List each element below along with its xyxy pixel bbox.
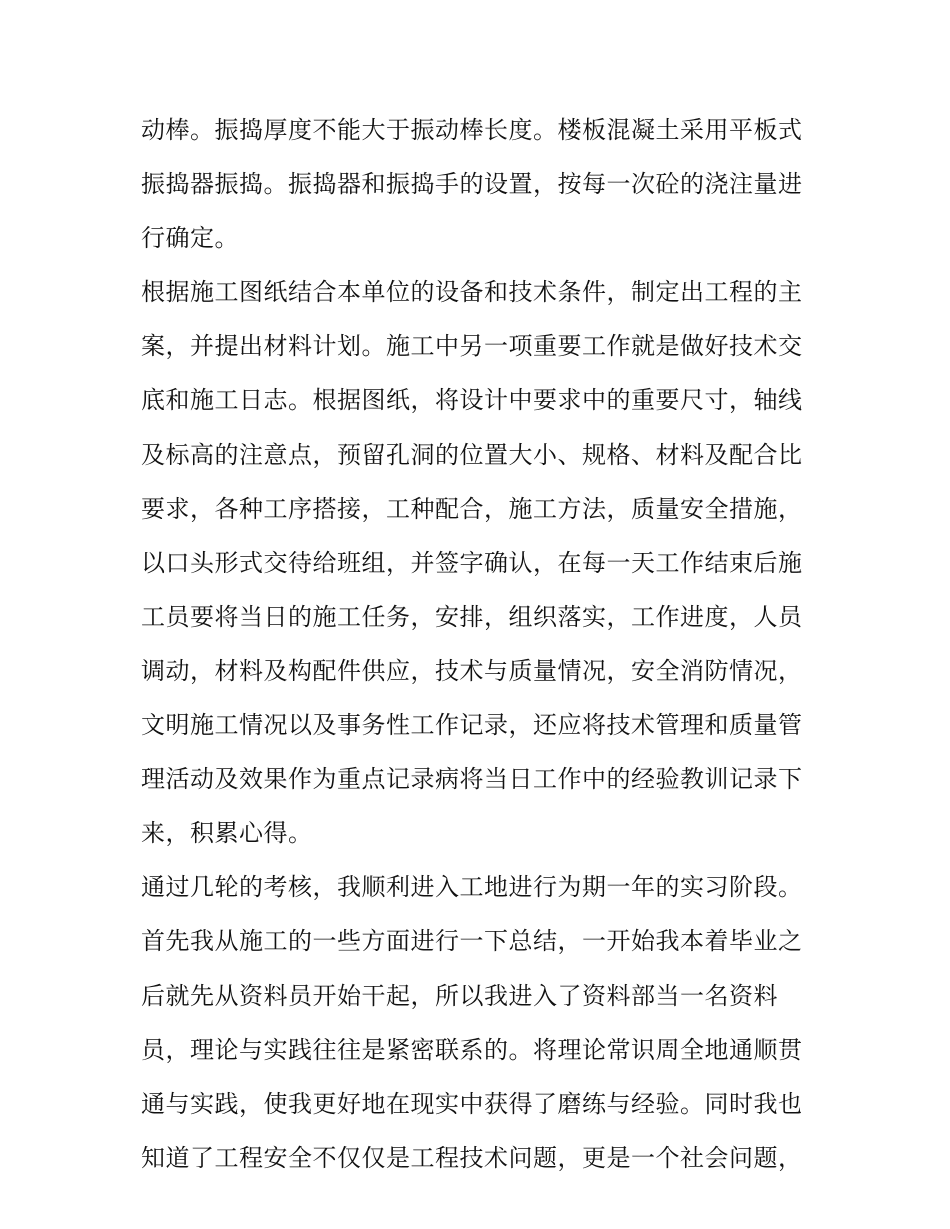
text-line: 通过几轮的考核，我顺利进入工地进行为期一年的实习阶段。: [141, 873, 803, 902]
text-line: 通与实践，使我更好地在现实中获得了磨练与经验。同时我也: [141, 1089, 803, 1118]
text-line: 工员要将当日的施工任务，安排，组织落实，工作进度，人员: [141, 602, 803, 631]
text-line: 要求，各种工序搭接，工种配合，施工方法，质量安全措施，: [141, 494, 803, 523]
text-line: 根据施工图纸结合本单位的设备和技术条件，制定出工程的主: [141, 278, 803, 307]
text-line: 文明施工情况以及事务性工作记录，还应将技术管理和质量管: [141, 711, 803, 740]
text-line: 知道了工程安全不仅仅是工程技术问题，更是一个社会问题，: [141, 1143, 803, 1172]
text-line: 首先我从施工的一些方面进行一下总结，一开始我本着毕业之: [141, 927, 803, 956]
text-line: 底和施工日志。根据图纸，将设计中要求中的重要尺寸，轴线: [141, 386, 803, 415]
text-line: 员，理论与实践往往是紧密联系的。将理论常识周全地通顺贯: [141, 1035, 803, 1064]
text-line: 及标高的注意点，预留孔洞的位置大小、规格、材料及配合比: [141, 440, 803, 469]
text-line: 案，并提出材料计划。施工中另一项重要工作就是做好技术交: [141, 332, 803, 361]
document-body: [141, 103, 821, 1185]
text-line: 振捣器振捣。振捣器和振捣手的设置，按每一次砼的浇注量进: [141, 170, 803, 199]
text-line: 动棒。振捣厚度不能大于振动棒长度。楼板混凝土采用平板式: [141, 116, 803, 144]
text-line: 后就先从资料员开始干起，所以我进入了资料部当一名资料: [141, 981, 778, 1010]
text-line: 来，积累心得。: [141, 819, 313, 848]
text-line: 以口头形式交待给班组，并签字确认，在每一天工作结束后施: [141, 548, 803, 577]
text-line: 行确定。: [141, 224, 239, 253]
text-line: 理活动及效果作为重点记录病将当日工作中的经验教训记录下: [141, 765, 803, 794]
text-line: 调动，材料及构配件供应，技术与质量情况，安全消防情况，: [141, 656, 803, 685]
